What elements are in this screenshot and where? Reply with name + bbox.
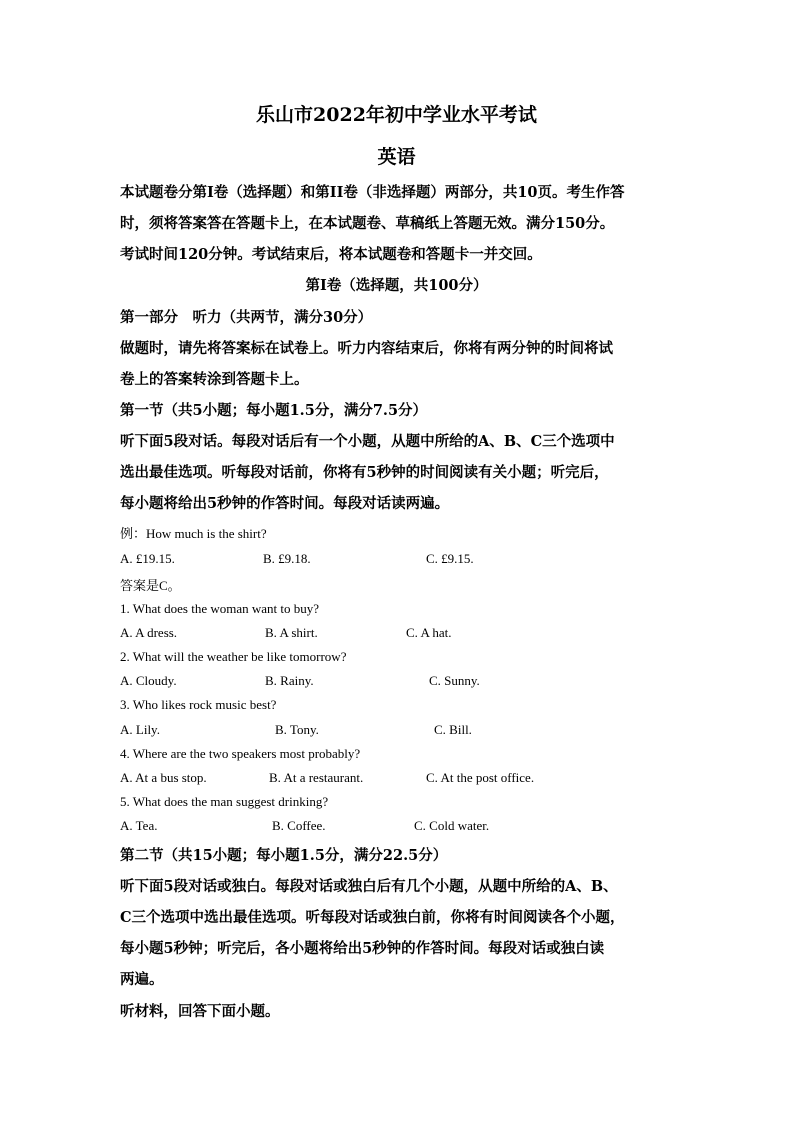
intro-line-2: 时，须将答案答在答题卡上，在本试题卷、草稿纸上答题无效。满分150分。 [120, 215, 615, 232]
section2-instructions-line-2: C三个选项中选出最佳选项。听每段对话或独白前，你将有时间阅读各个小题， [120, 909, 625, 926]
example-option-b: B. £9.18. [263, 551, 311, 566]
question-2-text: 2. What will the weather be like tomorrow? [120, 649, 347, 664]
example-option-a: A. £19.15. [120, 551, 175, 566]
question-5-option-c: C. Cold water. [414, 818, 490, 833]
section2-heading: 第二节（共15小题；每小题1.5分，满分22.5分） [120, 847, 448, 864]
question-3-option-b: B. Tony. [275, 722, 319, 737]
section2-instructions-line-3: 每小题5秒钟；听完后，各小题将给出5秒钟的作答时间。每段对话或独白读 [120, 940, 605, 957]
question-1-text: 1. What does the woman want to buy? [120, 601, 320, 616]
section1-instructions-line-2: 选出最佳选项。听每段对话前，你将有5秒钟的时间阅读有关小题；听完后， [120, 464, 609, 481]
example-question: 例：How much is the shirt? [120, 526, 267, 541]
question-5-option-a: A. Tea. [120, 818, 158, 833]
question-1-option-a: A. A dress. [120, 625, 178, 640]
intro-line-1: 本试题卷分第I卷（选择题）和第II卷（非选择题）两部分，共10页。考生作答 [120, 184, 625, 201]
example-answer: 答案是C。 [120, 578, 181, 593]
section2-instructions-line-1: 听下面5段对话或独白。每段对话或独白后有几个小题，从题中所给的A、B、 [120, 878, 618, 895]
question-3-option-c: C. Bill. [434, 722, 472, 737]
intro-line-3: 考试时间120分钟。考试结束后，将本试题卷和答题卡一并交回。 [120, 246, 542, 263]
question-1-option-c: C. A hat. [406, 625, 452, 640]
question-2-option-a: A. Cloudy. [120, 673, 177, 688]
question-4-option-c: C. At the post office. [426, 770, 535, 785]
volume-heading: 第I卷（选择题，共100分） [305, 277, 488, 294]
question-3-text: 3. Who likes rock music best? [120, 697, 277, 712]
section1-heading: 第一节（共5小题；每小题1.5分，满分7.5分） [120, 402, 428, 419]
question-1-option-b: B. A shirt. [265, 625, 318, 640]
example-option-c: C. £9.15. [426, 551, 474, 566]
exam-subject: 英语 [377, 146, 416, 168]
question-3-option-a: A. Lily. [120, 722, 160, 737]
section1-instructions-line-3: 每小题将给出5秒钟的作答时间。每段对话读两遍。 [120, 495, 450, 512]
section1-instructions-line-1: 听下面5段对话。每段对话后有一个小题，从题中所给的A、B、C三个选项中 [120, 433, 615, 450]
question-5-text: 5. What does the man suggest drinking? [120, 794, 329, 809]
question-2-option-b: B. Rainy. [265, 673, 314, 688]
question-4-option-b: B. At a restaurant. [269, 770, 364, 785]
question-4-option-a: A. At a bus stop. [120, 770, 207, 785]
question-5-option-b: B. Coffee. [272, 818, 326, 833]
section2-instructions-line-4: 两遍。 [120, 971, 164, 988]
part-instructions-line-1: 做题时，请先将答案标在试卷上。听力内容结束后，你将有两分钟的时间将试 [120, 340, 613, 357]
exam-title: 乐山市2022年初中学业水平考试 [256, 104, 537, 126]
question-4-text: 4. Where are the two speakers most probably? [120, 746, 361, 761]
part-instructions-line-2: 卷上的答案转涂到答题卡上。 [120, 371, 309, 388]
question-2-option-c: C. Sunny. [429, 673, 480, 688]
part-heading: 第一部分 听力（共两节，满分30分） [120, 309, 373, 326]
section2-prompt: 听材料，回答下面小题。 [120, 1003, 280, 1020]
